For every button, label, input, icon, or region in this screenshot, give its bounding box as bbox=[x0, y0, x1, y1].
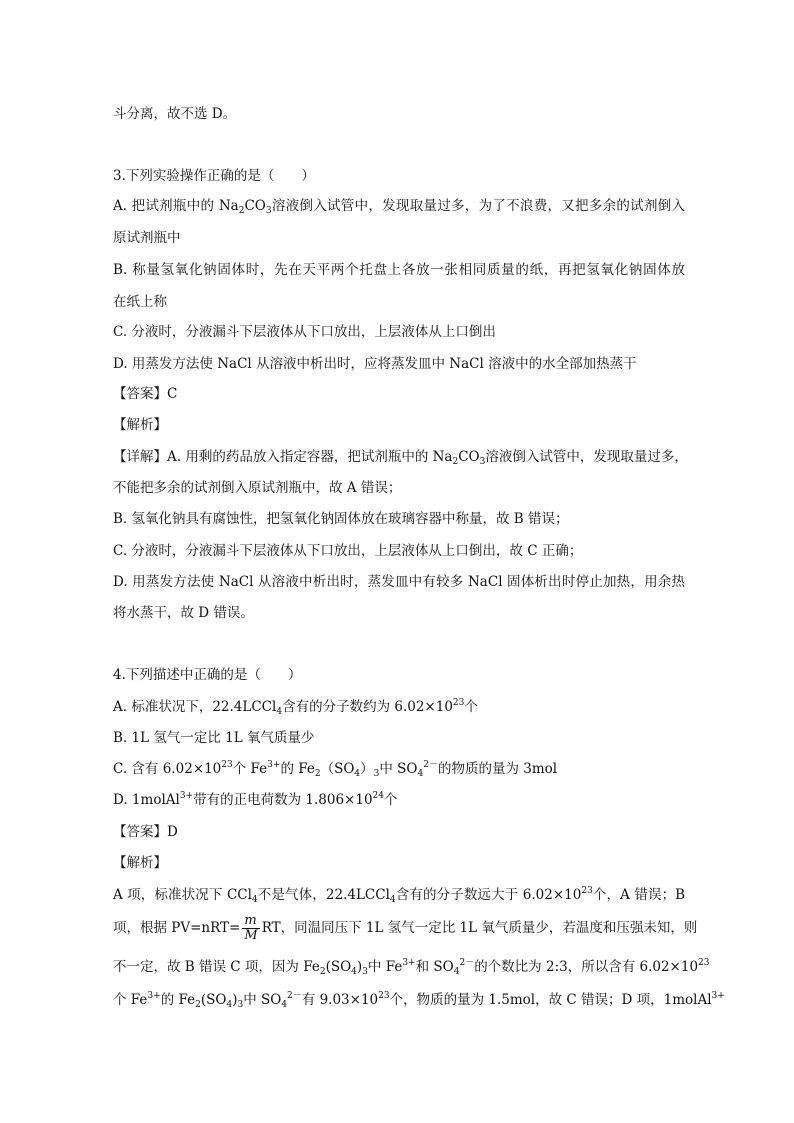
text: 中 SO bbox=[379, 761, 418, 777]
fraction-numerator: m bbox=[242, 914, 259, 929]
q3-detail-line6 bbox=[113, 603, 685, 623]
text: A. 把试剂瓶中的 Na bbox=[113, 198, 239, 214]
q3-analysis-heading bbox=[113, 415, 685, 435]
text: 有 9.03×10 bbox=[301, 992, 379, 1008]
text: 中 Fe bbox=[367, 959, 403, 975]
subscript: 3 bbox=[373, 769, 380, 779]
text: RT，同温同压下 1L 氢气一定比 1L 氧气质量少，若温度和压强未知，则 bbox=[261, 920, 698, 936]
text: 个，物质的量为 1.5mol，故 C 错误；D 项，1molAl bbox=[389, 992, 712, 1008]
text: ） bbox=[360, 761, 374, 777]
text: 个，A 错误；B bbox=[592, 887, 685, 903]
text: 【详解】A. 用剩的药品放入指定容器，把试剂瓶中的 Na bbox=[113, 449, 453, 465]
q4-option-a bbox=[113, 697, 685, 717]
q3-option-a-line1 bbox=[113, 196, 685, 216]
text: 个 bbox=[464, 699, 478, 715]
text: 个 Fe bbox=[232, 761, 268, 777]
superscript: 2－ bbox=[459, 958, 475, 968]
superscript: 23 bbox=[378, 991, 390, 1001]
text: ) bbox=[356, 959, 363, 975]
q4-option-b bbox=[113, 728, 685, 748]
q4-answer bbox=[113, 822, 685, 842]
q3-option-d bbox=[113, 354, 685, 374]
text: 和 SO bbox=[415, 959, 454, 975]
subscript: 4 bbox=[351, 967, 357, 977]
text: A 项，标准状况下 CCl bbox=[113, 887, 252, 903]
subscript: 2 bbox=[195, 1000, 201, 1010]
q4-option-c bbox=[113, 759, 685, 779]
subscript: 4 bbox=[417, 769, 424, 779]
superscript: 3+ bbox=[179, 791, 194, 801]
text: CO bbox=[244, 198, 266, 214]
subscript: 4 bbox=[389, 895, 396, 905]
text: A. 标准状况下，22.4LCCl bbox=[113, 699, 277, 715]
q4-explain-line4 bbox=[113, 990, 725, 1010]
text: C. 分液时，分液漏斗下层液体从下口放出，上层液体从上口倒出，故 C 正确； bbox=[113, 543, 583, 559]
q4-explain-line2 bbox=[113, 912, 698, 944]
text: 的物质的量为 3mol bbox=[437, 761, 558, 777]
text: （SO bbox=[320, 761, 355, 777]
subscript: 4 bbox=[276, 707, 283, 717]
text: D. 1molAl bbox=[113, 792, 180, 808]
subscript: 4 bbox=[226, 1000, 233, 1010]
q2-tail bbox=[113, 104, 685, 124]
text: 中 SO bbox=[243, 992, 282, 1008]
fraction-denominator: M bbox=[244, 928, 258, 943]
superscript: 3+ bbox=[402, 958, 416, 968]
q3-stem bbox=[113, 166, 685, 186]
text: D. 用蒸发方法使 NaCl 从溶液中析出时，应将蒸发皿中 NaCl 溶液中的水全部加热蒸干 bbox=[113, 356, 637, 372]
text: (SO bbox=[200, 992, 227, 1008]
text: 不能把多余的试剂倒入原试剂瓶中，故 A 错误； bbox=[113, 480, 402, 496]
text: 【解析】 bbox=[113, 855, 167, 871]
q3-option-c bbox=[113, 322, 685, 342]
subscript: 3 bbox=[265, 206, 272, 216]
text: C. 含有 6.02×10 bbox=[113, 761, 222, 777]
q3-answer bbox=[113, 384, 685, 404]
text: 【答案】D bbox=[113, 824, 178, 840]
fraction-m-over-M bbox=[242, 914, 259, 943]
text: 在纸上称 bbox=[113, 294, 167, 310]
subscript: 3 bbox=[479, 457, 486, 467]
text: 项，根据 PV=nRT= bbox=[113, 920, 241, 936]
q3-option-a-line2 bbox=[113, 228, 685, 248]
text: 不一定，故 B 错误 C 项，因为 Fe bbox=[113, 959, 320, 975]
q4-stem bbox=[113, 665, 685, 685]
superscript: 23 bbox=[452, 698, 465, 708]
text: 3.下列实验操作正确的是（ ） bbox=[113, 168, 315, 184]
text: 不是气体，22.4LCCl bbox=[257, 887, 390, 903]
superscript: 23 bbox=[581, 886, 593, 896]
superscript: 2－ bbox=[423, 760, 438, 770]
subscript: 4 bbox=[251, 895, 258, 905]
subscript: 2 bbox=[314, 769, 321, 779]
text: 带有的正电荷数为 1.806×10 bbox=[193, 792, 373, 808]
q4-explain-line1 bbox=[113, 885, 685, 905]
text: 含有的分子数约为 6.02×10 bbox=[282, 699, 453, 715]
text: CO bbox=[458, 449, 480, 465]
subscript: 4 bbox=[354, 769, 361, 779]
q3-option-b-line2 bbox=[113, 292, 685, 312]
q3-detail-line3 bbox=[113, 509, 685, 529]
text: 的个数比为 2:3，所以含有 6.02×10 bbox=[474, 959, 699, 975]
text: 个 Fe bbox=[113, 992, 148, 1008]
superscript: 23 bbox=[221, 760, 233, 770]
text: 个 bbox=[384, 792, 398, 808]
subscript: 2 bbox=[238, 206, 245, 216]
text: 将水蒸干，故 D 错误。 bbox=[113, 605, 254, 621]
superscript: 3+ bbox=[711, 991, 725, 1001]
superscript: 2－ bbox=[287, 991, 302, 1001]
q3-detail-line1 bbox=[113, 447, 688, 467]
superscript: 23 bbox=[698, 958, 710, 968]
q4-option-d bbox=[113, 790, 685, 810]
text: C. 分液时，分液漏斗下层液体从下口放出，上层液体从上口倒出 bbox=[113, 324, 496, 340]
subscript: 3 bbox=[237, 1000, 244, 1010]
superscript: 3+ bbox=[147, 991, 161, 1001]
text: B. 氢氧化钠具有腐蚀性，把氢氧化钠固体放在玻璃容器中称量，故 B 错误； bbox=[113, 511, 569, 527]
text: 4.下列描述中正确的是（ ） bbox=[113, 667, 302, 683]
text: (SO bbox=[325, 959, 352, 975]
subscript: 2 bbox=[452, 457, 459, 467]
q3-detail-line4 bbox=[113, 541, 685, 561]
q3-detail-line5 bbox=[113, 572, 685, 592]
q3-detail-line2 bbox=[113, 478, 685, 498]
q4-analysis-heading bbox=[113, 853, 685, 873]
subscript: 2 bbox=[319, 967, 326, 977]
text: 的 Fe bbox=[160, 992, 196, 1008]
text: 的 Fe bbox=[280, 761, 315, 777]
text: ) bbox=[232, 992, 238, 1008]
text: 【答案】C bbox=[113, 386, 178, 402]
text: 溶液倒入试管中，发现取量过多，为了不浪费，又把多余的试剂倒入 bbox=[271, 198, 686, 214]
text: B. 1L 氢气一定比 1L 氧气质量少 bbox=[113, 730, 315, 746]
text: 斗分离，故不选 D。 bbox=[113, 106, 237, 122]
subscript: 3 bbox=[362, 967, 368, 977]
superscript: 24 bbox=[372, 791, 384, 801]
q4-explain-line3 bbox=[113, 957, 710, 977]
text: 原试剂瓶中 bbox=[113, 230, 181, 246]
q3-option-b-line1 bbox=[113, 260, 685, 280]
text: D. 用蒸发方法使 NaCl 从溶液中析出时，蒸发皿中有较多 NaCl 固体析出时停止加热，用余热 bbox=[113, 574, 685, 590]
text: 含有的分子数远大于 6.02×10 bbox=[395, 887, 582, 903]
text: B. 称量氢氧化钠固体时，先在天平两个托盘上各放一张相同质量的纸，再把氢氧化钠固体放 bbox=[113, 262, 685, 278]
text: 溶液倒入试管中，发现取量过多， bbox=[485, 449, 688, 465]
superscript: 3+ bbox=[267, 760, 281, 770]
subscript: 4 bbox=[281, 1000, 288, 1010]
text: 【解析】 bbox=[113, 417, 167, 433]
subscript: 4 bbox=[453, 967, 460, 977]
